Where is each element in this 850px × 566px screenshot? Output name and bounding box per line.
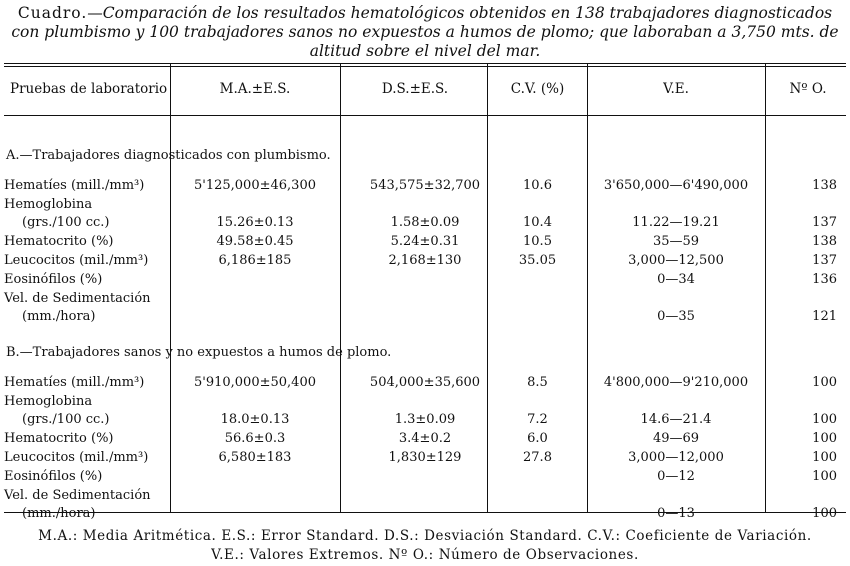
cell-ds: 1,830±129 [388, 450, 462, 465]
cell-ds: 543,575±32,700 [369, 178, 481, 193]
header-cv: C.V. (%) [510, 81, 565, 97]
row-label-unit: (mm./hora) [22, 506, 96, 521]
cell-ve: 0—34 [657, 272, 695, 287]
col-divider-5 [765, 63, 766, 513]
cell-ve: 49—69 [652, 431, 700, 446]
cell-cv: 10.5 [523, 234, 552, 249]
header-no: Nº O. [789, 81, 827, 97]
cell-ma: 56.6±0.3 [224, 431, 286, 446]
cell-ve: 35—59 [652, 234, 700, 249]
header-ve: V.E. [663, 81, 689, 97]
cell-ma: 18.0±0.13 [220, 412, 290, 427]
cell-n: 100 [812, 506, 837, 521]
row-label: Eosinófilos (%) [4, 469, 103, 484]
cell-ma: 6,580±183 [218, 450, 292, 465]
row-label: Leucocitos (mil./mm³) [4, 253, 149, 268]
cell-ve: 0—13 [657, 506, 695, 521]
cell-ma: 5'125,000±46,300 [194, 178, 316, 193]
cell-ma: 49.58±0.45 [216, 234, 294, 249]
row-label: Hematocrito (%) [4, 234, 114, 249]
row-label-unit: (grs./100 cc.) [22, 215, 110, 230]
cell-n: 100 [812, 469, 837, 484]
cell-ds: 3.4±0.2 [398, 431, 452, 446]
caption-text: —Comparación de los resultados hematológicos obtenidos en 138 trabajadores diagnosticados con plumbismo y 100 trabajadores sanos no expuestos a humos de plomo; que laboraban a 3,750 mts. de altitud sobre el nivel del mar. [11, 4, 839, 60]
top-rule-double [4, 66, 846, 67]
cell-ma: 6,186±185 [218, 253, 292, 268]
cell-cv: 10.4 [523, 215, 552, 230]
header-ds: D.S.±E.S. [381, 81, 449, 97]
cell-n: 100 [812, 431, 837, 446]
cell-n: 138 [812, 234, 837, 249]
cell-ve: 11.22—19.21 [632, 215, 720, 230]
cell-ma: 5'910,000±50,400 [194, 375, 316, 390]
cell-n: 100 [812, 412, 837, 427]
row-label: Vel. de Sedimentación [4, 488, 151, 503]
footnote-2: V.E.: Valores Extremos. Nº O.: Número de Observaciones. [211, 547, 639, 563]
cell-cv: 35.05 [518, 253, 557, 268]
row-label: Hemoglobina [4, 394, 93, 409]
cell-n: 100 [812, 375, 837, 390]
col-divider-4 [587, 63, 588, 513]
section-title: B.—Trabajadores sanos y no expuestos a humos de plomo. [6, 345, 392, 360]
cell-n: 121 [812, 309, 837, 324]
cell-ve: 4'800,000—9'210,000 [603, 375, 749, 390]
cell-ve: 3,000—12,000 [628, 450, 724, 465]
cell-ma: 15.26±0.13 [216, 215, 294, 230]
cell-ve: 14.6—21.4 [640, 412, 712, 427]
footnote-1: M.A.: Media Aritmética. E.S.: Error Standard. D.S.: Desviación Standard. C.V.: Coeficiente de Variación. [38, 528, 812, 544]
cell-ve: 0—35 [657, 309, 695, 324]
row-label: Leucocitos (mil./mm³) [4, 450, 149, 465]
section-title: A.—Trabajadores diagnosticados con plumbismo. [6, 148, 331, 163]
cell-n: 137 [812, 215, 837, 230]
row-label: Hematíes (mill./mm³) [4, 375, 145, 390]
row-label: Hemoglobina [4, 197, 93, 212]
row-label: Hematocrito (%) [4, 431, 114, 446]
cell-n: 100 [812, 450, 837, 465]
header-pruebas: Pruebas de laboratorio [10, 81, 168, 97]
cell-cv: 10.6 [523, 178, 552, 193]
cell-ds: 2,168±130 [388, 253, 462, 268]
cell-cv: 8.5 [527, 375, 548, 390]
row-label: Eosinófilos (%) [4, 272, 103, 287]
cell-ve: 3'650,000—6'490,000 [603, 178, 749, 193]
cell-n: 138 [812, 178, 837, 193]
cell-ds: 504,000±35,600 [369, 375, 481, 390]
table-caption [6, 4, 844, 61]
cell-cv: 6.0 [527, 431, 548, 446]
cell-ve: 0—12 [657, 469, 695, 484]
cell-ds: 1.3±0.09 [394, 412, 456, 427]
caption-lead: Cuadro. [17, 4, 88, 22]
cell-ve: 3,000—12,500 [628, 253, 724, 268]
row-label-unit: (grs./100 cc.) [22, 412, 110, 427]
row-label: Vel. de Sedimentación [4, 291, 151, 306]
cell-cv: 27.8 [523, 450, 552, 465]
row-label: Hematíes (mill./mm³) [4, 178, 145, 193]
cell-n: 137 [812, 253, 837, 268]
cell-cv: 7.2 [527, 412, 548, 427]
header-rule [4, 115, 846, 116]
cell-ds: 1.58±0.09 [390, 215, 460, 230]
cell-n: 136 [812, 272, 837, 287]
header-ma: M.A.±E.S. [219, 81, 291, 97]
row-label-unit: (mm./hora) [22, 309, 96, 324]
top-rule [4, 63, 846, 64]
cell-ds: 5.24±0.31 [390, 234, 460, 249]
